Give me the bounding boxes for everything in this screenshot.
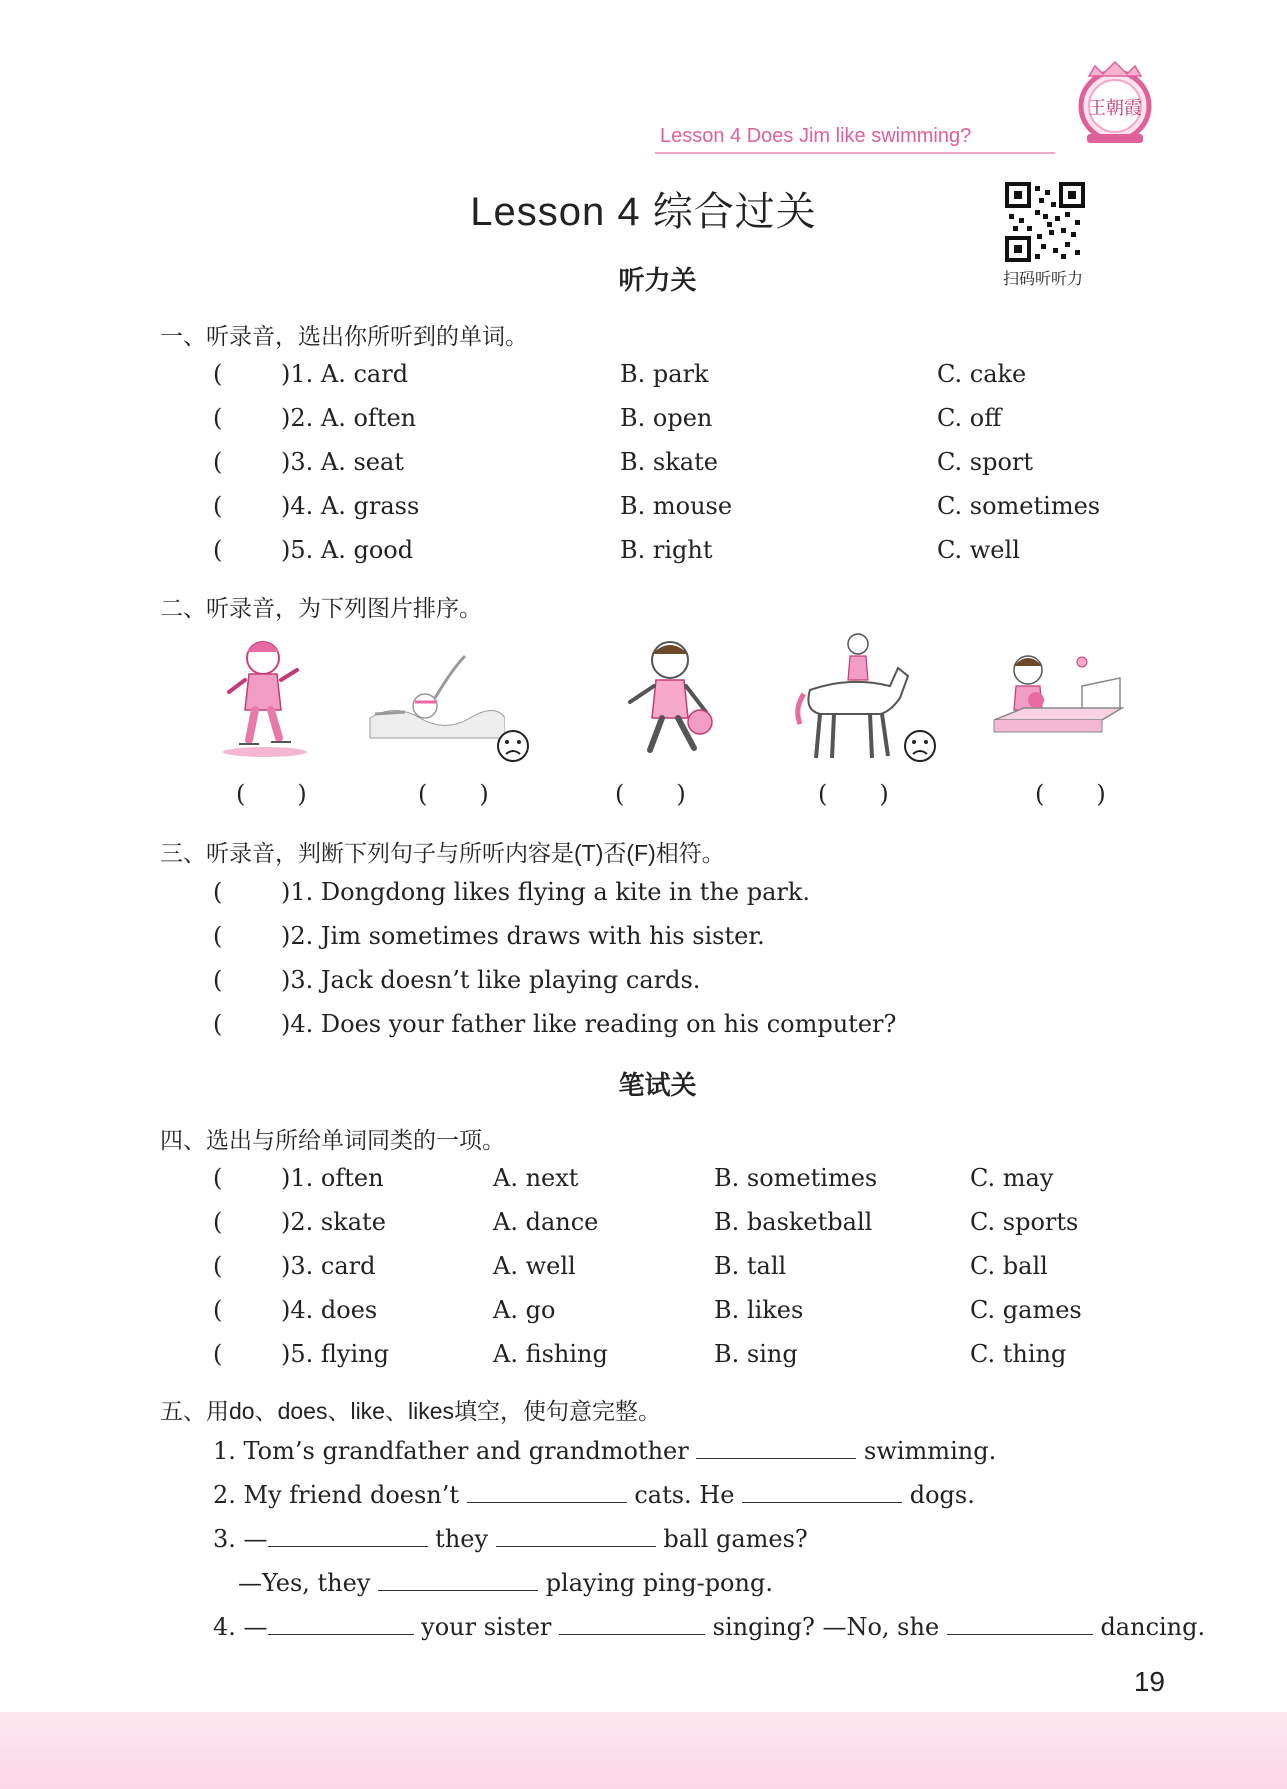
part5-sentence-3-reply: —Yes, they playing ping-pong. <box>238 1569 773 1597</box>
qr-code[interactable] <box>1005 182 1085 262</box>
part1-item-3-c: C. sport <box>937 448 1034 476</box>
answer-paren[interactable]: ( <box>213 360 223 388</box>
answer-paren[interactable]: ( <box>213 448 223 476</box>
answer-paren[interactable]: ( <box>213 536 223 564</box>
part3-heading: 三、听录音，判断下列句子与所听内容是(T)否(F)相符。 <box>160 840 725 866</box>
part1-item-2-a: )2. A. often <box>281 404 417 432</box>
picture-answer-3[interactable]: ( ) <box>615 780 686 808</box>
picture-answer-2[interactable]: ( ) <box>418 780 489 808</box>
listening-section-title: 听力关 <box>618 265 697 295</box>
part1-heading: 一、听录音，选出你所听到的单词。 <box>160 323 528 349</box>
part4-item-1-c: C. may <box>970 1164 1054 1192</box>
part1-item-4-a: )4. A. grass <box>281 492 420 520</box>
part4-item-5-word: )5. flying <box>281 1340 389 1368</box>
part1-item-5-a: )5. A. good <box>281 536 414 564</box>
answer-paren[interactable]: ( <box>213 1010 223 1038</box>
fill-blank[interactable] <box>378 1568 538 1591</box>
part5-heading: 五、用do、does、like、likes填空，使句意完整。 <box>160 1398 661 1424</box>
part4-item-4-word: )4. does <box>281 1296 378 1324</box>
answer-paren[interactable]: ( <box>213 492 223 520</box>
picture-basketball <box>610 632 730 762</box>
picture-swimming <box>365 648 505 758</box>
logo-text: 王朝霞 <box>1088 98 1142 119</box>
answer-paren[interactable]: ( <box>213 966 223 994</box>
picture-answer-1[interactable]: ( ) <box>236 780 307 808</box>
fill-blank[interactable] <box>559 1612 705 1635</box>
part3-item-2: )2. Jim sometimes draws with his sister. <box>281 922 765 950</box>
part4-item-5-a: A. fishing <box>493 1340 608 1368</box>
part1-item-2-c: C. off <box>937 404 1002 432</box>
part3-item-3: )3. Jack doesn’t like playing cards. <box>281 966 701 994</box>
part1-item-4-c: C. sometimes <box>937 492 1101 520</box>
answer-paren[interactable]: ( <box>213 404 223 432</box>
part1-item-5-b: B. right <box>620 536 713 564</box>
part1-item-2-b: B. open <box>620 404 713 432</box>
fill-blank[interactable] <box>696 1436 856 1459</box>
picture-skating <box>215 630 315 760</box>
part1-item-1-c: C. cake <box>937 360 1027 388</box>
part2-heading: 二、听录音，为下列图片排序。 <box>160 595 482 621</box>
page-title: Lesson 4 综合过关 <box>470 190 817 234</box>
footer-band <box>0 1712 1287 1789</box>
answer-paren[interactable]: ( <box>213 1340 223 1368</box>
answer-paren[interactable]: ( <box>213 1296 223 1324</box>
part4-item-5-c: C. thing <box>970 1340 1067 1368</box>
header-rule <box>655 152 1055 154</box>
part5-sentence-1: 1. Tom’s grandfather and grandmother swimming. <box>213 1437 997 1465</box>
part4-item-1-word: )1. often <box>281 1164 384 1192</box>
part1-item-4-b: B. mouse <box>620 492 733 520</box>
part4-item-3-b: B. tall <box>714 1252 787 1280</box>
part1-item-3-a: )3. A. seat <box>281 448 404 476</box>
part4-item-4-c: C. games <box>970 1296 1082 1324</box>
answer-paren[interactable]: ( <box>213 1164 223 1192</box>
part5-sentence-2: 2. My friend doesn’t cats. He dogs. <box>213 1481 975 1509</box>
fill-blank[interactable] <box>742 1480 902 1503</box>
qr-caption: 扫码听听力 <box>1003 271 1084 288</box>
part4-item-3-a: A. well <box>493 1252 576 1280</box>
answer-paren[interactable]: ( <box>213 1252 223 1280</box>
answer-paren[interactable]: ( <box>213 922 223 950</box>
answer-paren[interactable]: ( <box>213 878 223 906</box>
part4-heading: 四、选出与所给单词同类的一项。 <box>160 1127 505 1153</box>
writing-section-title: 笔试关 <box>618 1070 697 1100</box>
picture-answer-5[interactable]: ( ) <box>1035 780 1106 808</box>
part3-item-4: )4. Does your father like reading on his computer? <box>281 1010 897 1038</box>
running-header: Lesson 4 Does Jim like swimming? <box>660 125 972 147</box>
part1-item-5-c: C. well <box>937 536 1020 564</box>
part4-item-2-b: B. basketball <box>714 1208 873 1236</box>
part3-item-1: )1. Dongdong likes flying a kite in the park. <box>281 878 811 906</box>
part1-item-3-b: B. skate <box>620 448 718 476</box>
part4-item-2-word: )2. skate <box>281 1208 386 1236</box>
part4-item-3-word: )3. card <box>281 1252 376 1280</box>
answer-paren[interactable]: ( <box>213 1208 223 1236</box>
part1-item-1-a: )1. A. card <box>281 360 409 388</box>
sad-face-icon <box>495 728 531 764</box>
part5-sentence-4: 4. — your sister singing? —No, she dancing. <box>213 1613 1206 1641</box>
part4-item-3-c: C. ball <box>970 1252 1048 1280</box>
picture-riding-horse <box>790 628 920 766</box>
part4-item-4-a: A. go <box>493 1296 556 1324</box>
part5-sentence-3: 3. — they ball games? <box>213 1525 808 1553</box>
fill-blank[interactable] <box>947 1612 1093 1635</box>
picture-ping-pong <box>990 648 1130 748</box>
page-number: 19 <box>1133 1666 1165 1697</box>
fill-blank[interactable] <box>467 1480 627 1503</box>
part1-item-1-b: B. park <box>620 360 709 388</box>
part4-item-1-b: B. sometimes <box>714 1164 878 1192</box>
picture-answer-4[interactable]: ( ) <box>818 780 889 808</box>
fill-blank[interactable] <box>268 1612 414 1635</box>
part4-item-5-b: B. sing <box>714 1340 798 1368</box>
part4-item-1-a: A. next <box>493 1164 579 1192</box>
fill-blank[interactable] <box>496 1524 656 1547</box>
sad-face-icon <box>902 728 938 764</box>
part4-item-2-a: A. dance <box>493 1208 599 1236</box>
brand-logo <box>1075 58 1155 148</box>
part4-item-2-c: C. sports <box>970 1208 1079 1236</box>
part4-item-4-b: B. likes <box>714 1296 804 1324</box>
fill-blank[interactable] <box>268 1524 428 1547</box>
